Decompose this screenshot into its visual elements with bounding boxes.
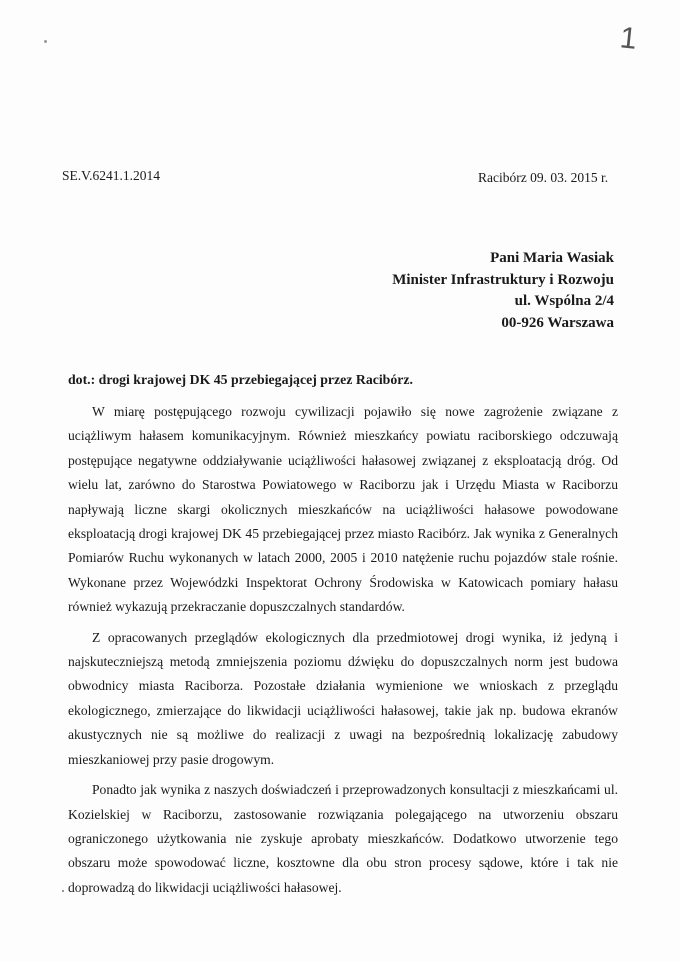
handwritten-page-number: 1	[618, 21, 639, 56]
body-paragraph: Z opracowanych przeglądów ekologicznych dla przedmiotowej drogi wynika, iż jedyną i najskuteczniejszą metodą zmniejszenia poziomu dźwięku do dopuszczalnych norm jest budowa obwodnicy miasta Raciborza. Pozostałe działania wymienione we wnioskach z przeglądu ekologicznego, zmierzające do likwidacji uciążliwości hałasowej, takie jak np. budowa ekranów akustycznych nie są możliwe do realizacji z uwagi na bezpośrednią lokalizację zabudowy mieszkaniowej przy pasie drogowym.	[68, 629, 618, 767]
addressee-name: Pani Maria Wasiak	[490, 250, 614, 266]
letter-subject: dot.: drogi krajowej DK 45 przebiegającej przez Racibórz.	[68, 372, 413, 387]
body-paragraph: W miarę postępującego rozwoju cywilizacji pojawiło się nowe zagrożenie związane z uciążliwym hałasem komunikacyjnym. Również mieszkańcy powiatu raciborskiego odczuwają postępujące negatywne oddziaływanie uciążliwości hałasowej związanej z eksploatacją dróg. Od wielu lat, zarówno do Starostwa Powiatowego w Raciborzu jak i Urzędu Miasta w Raciborzu napływają liczne skargi okolicznych mieszkańców na uciążliwości hałasowe powodowane eksploatacją drogi krajowej DK 45 przebiegającej przez miasto Racibórz. Jak wynika z Generalnych Pomiarów Ruchu wykonanych w latach 2000, 2005 i 2010 natężenie ruchu pojazdów stale rośnie. Wykonane przez Wojewódzki Inspektorat Ochrony Środowiska w Katowicach pomiary hałasu również wykazują przekraczanie dopuszczalnych standardów.	[68, 404, 618, 615]
addressee-block	[392, 248, 614, 334]
body-paragraph: Ponadto jak wynika z naszych doświadczeń i przeprowadzonych konsultacji z mieszkańcami ul. Kozielskiej w Raciborzu, zastosowanie rozwiązania polegającego na utworzeniu obszaru ograniczonego użytkowania nie zyskuje aprobaty mieszkańców. Dodatkowo utworzenie tego obszaru może spowodować liczne, kosztowne dla obu stron procesy sądowe, które i tak nie doprowadzą do likwidacji uciążliwości hałasowej.	[68, 782, 618, 895]
letter-date: Racibórz 09. 03. 2015 r.	[478, 170, 609, 185]
letter-body	[68, 400, 618, 906]
reference-number: SE.V.6241.1.2014	[62, 168, 161, 183]
addressee-city: 00-926 Warszawa	[501, 314, 614, 331]
addressee-title: Minister Infrastruktury i Rozwoju	[392, 271, 614, 288]
scan-speck	[62, 890, 64, 892]
scan-speck	[44, 40, 47, 43]
addressee-street: ul. Wspólna 2/4	[514, 293, 614, 309]
